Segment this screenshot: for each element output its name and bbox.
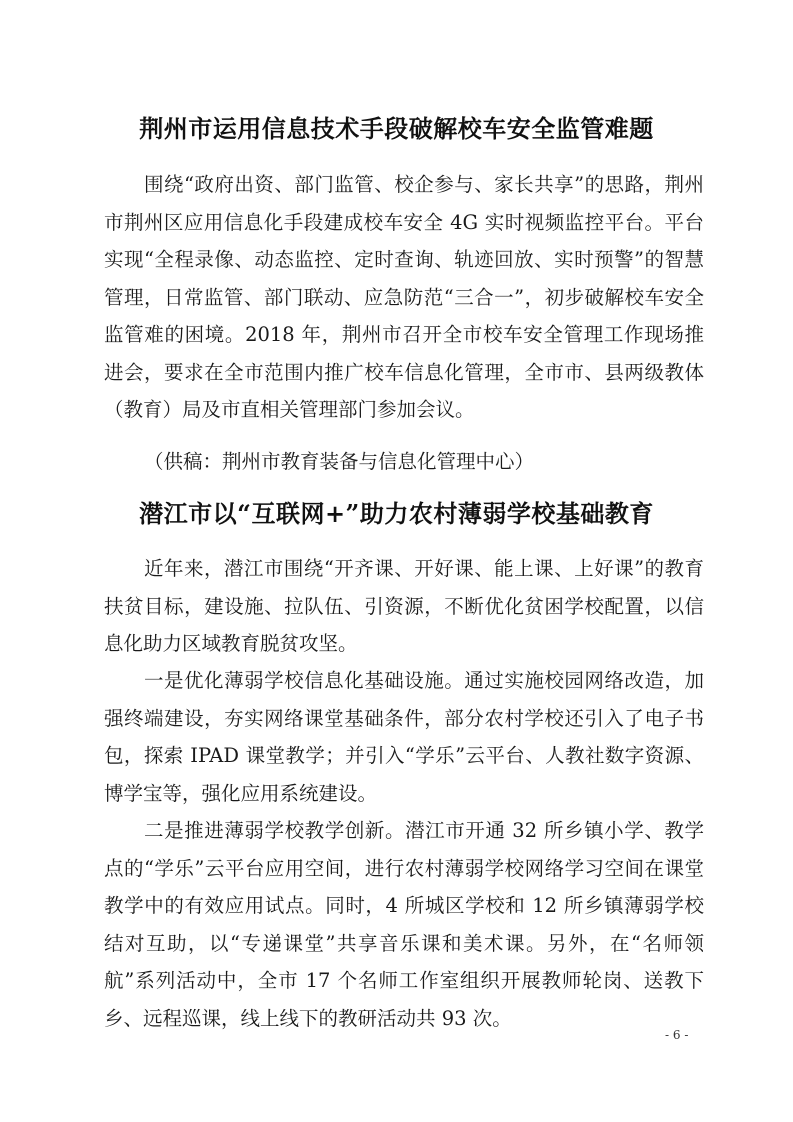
page-number: - 6 - [665, 1028, 689, 1042]
article-2-paragraph-2: 一是优化薄弱学校信息化基础设施。通过实施校园网络改造，加强终端建设，夯实网络课堂基础条件，部分农村学校还引入了电子书包，探索 IPAD 课堂教学；并引入“学乐”云平台、人教社数字资源、博学宝等，强化应用系统建设。 [104, 669, 704, 805]
article-2-paragraph-1: 近年来，潜江市围绕“开齐课、开好课、能上课、上好课”的教育扶贫目标，建设施、拉队伍、引资源，不断优化贫困学校配置，以信息化助力区域教育脱贫攻坚。 [104, 557, 704, 655]
article-1-credit: （供稿：荆州市教育装备与信息化管理中心） [144, 450, 535, 473]
article-2-paragraph-3: 二是推进薄弱学校教学创新。潜江市开通 32 所乡镇小学、教学点的“学乐”云平台应用空间，进行农村薄弱学校网络学习空间在课堂教学中的有效应用试点。同时，4 所城区学校和 12 所乡镇薄弱学校结对互助，以“专递课堂”共享音乐课和美术课。另外，在“名师领航”系列活动中，全市 17 个名师工作室组织开展教师轮岗、送教下乡、远程巡课，线上线下的教研活动共 93 次。 [104, 819, 704, 1030]
article-1-title: 荆州市运用信息技术手段破解校车安全监管难题 [139, 114, 654, 143]
article-1-paragraph-1: 围绕“政府出资、部门监管、校企参与、家长共享”的思路，荆州市荆州区应用信息化手段建成校车安全 4G 实时视频监控平台。平台实现“全程录像、动态监控、定时查询、轨迹回放、实时预警”的智慧管理，日常监管、部门联动、应急防范“三合一”，初步破解校车安全监管难的困境。2018 年，荆州市召开全市校车安全管理工作现场推进会，要求在全市范围内推广校车信息化管理，全市市、县两级教体（教育）局及市直相关管理部门参加会议。 [104, 173, 704, 421]
article-2-title: 潜江市以“互联网+”助力农村薄弱学校基础教育 [139, 499, 654, 528]
